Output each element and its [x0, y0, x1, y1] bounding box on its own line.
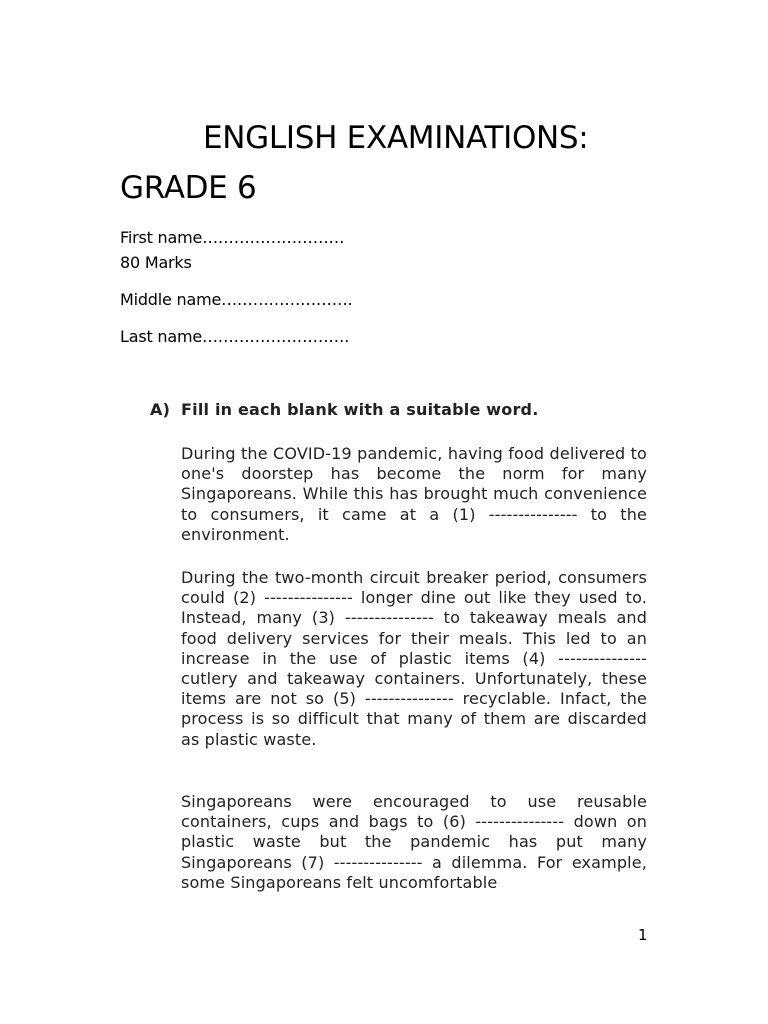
section-marker: A) — [150, 400, 171, 419]
section-heading — [150, 398, 650, 422]
paragraph-1: During the COVID-19 pandemic, having food delivered to one's doorstep has become the norm for many Singaporeans. While this has brought much convenience to consumers, it came at a (1) --------------- to the environment. — [181, 444, 647, 544]
middle-name-field: Middle name……………………. — [120, 290, 353, 309]
last-name-field: Last name………………………. — [120, 327, 350, 346]
title-line-1: ENGLISH EXAMINATIONS: — [203, 120, 589, 156]
title-line-2: GRADE 6 — [120, 170, 257, 206]
page-number: 1 — [638, 926, 648, 944]
paragraph-3: Singaporeans were encouraged to use reusable containers, cups and bags to (6) --------------- down on plastic waste but the pandemic has put many Singaporeans (7) --------------- a dilemma. For example, some Singaporeans felt uncomfortable — [181, 792, 647, 892]
section-instruction: Fill in each blank with a suitable word. — [181, 400, 539, 419]
marks-label: 80 Marks — [120, 253, 192, 272]
paragraph-2: During the two-month circuit breaker period, consumers could (2) --------------- longer dine out like they used to. Instead, many (3) --------------- to takeaway meals and food delivery services for their meals. This led to an increase in the use of plastic items (4) --------------- cutlery and takeaway containers. Unfortunately, these items are not so (5) --------------- recyclable. Infact, the process is so difficult that many of them are discarded as plastic waste. — [181, 568, 647, 749]
first-name-field: First name……………………… — [120, 228, 345, 247]
